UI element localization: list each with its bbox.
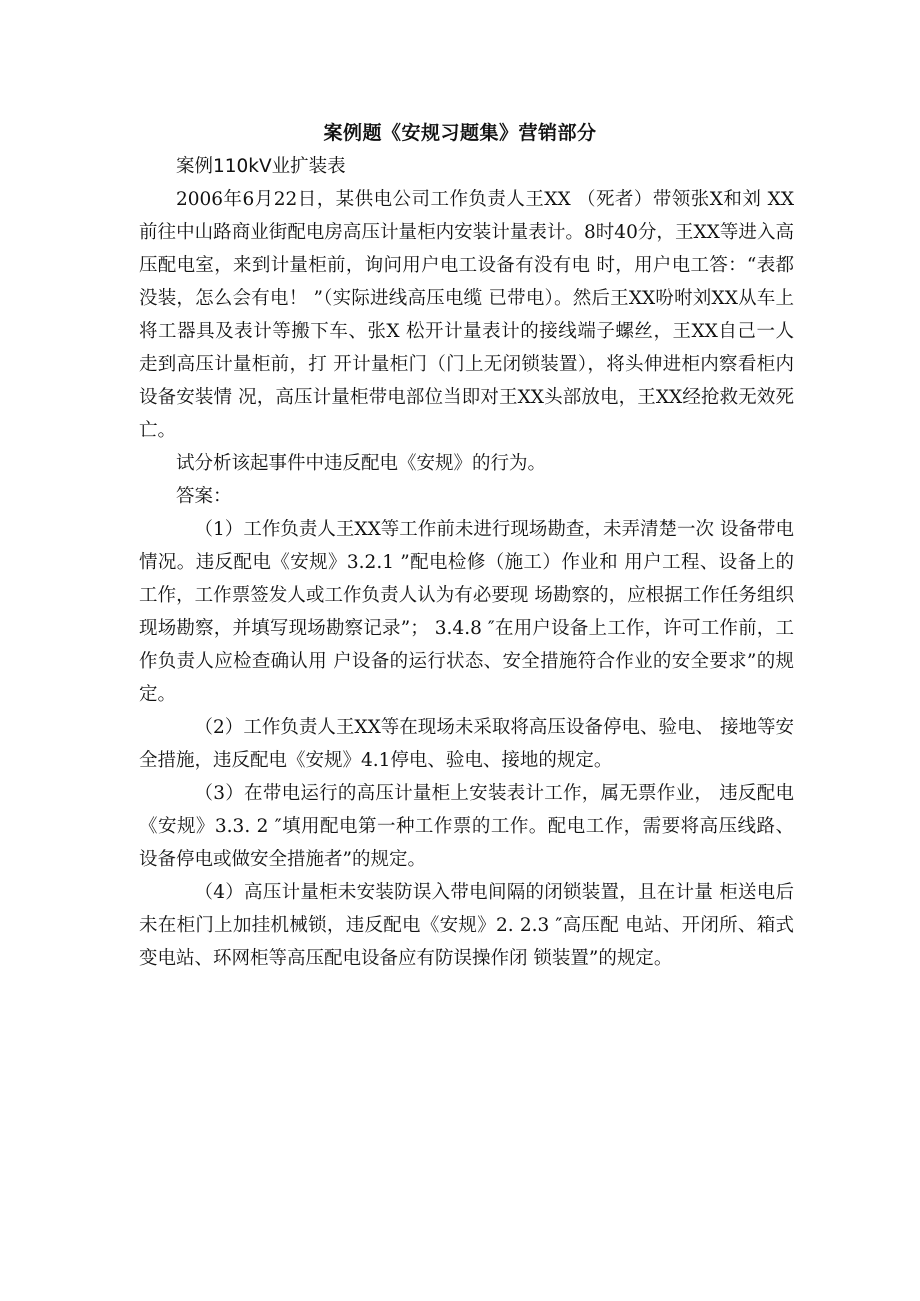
- case-heading: 案例110kV业扩装表: [176, 156, 346, 177]
- answer-item-2: （2）工作负责人王XX等在现场未采取将高压设备停电、验电、 接地等安全措施，违反配电《安规》4.1停电、验电、接地的规定。: [139, 717, 794, 771]
- document-title: 案例题《安规习题集》营销部分: [323, 122, 597, 144]
- answer-label: 答案：: [176, 486, 232, 507]
- case-description: 2006年6月22日，某供电公司工作负责人王XX （死者）带领张X和刘 XX前往中山路商业街配电房高压计量柜内安装计量表计。8时40分，王XX等进入高压配电室，来到计量柜前，询问用户电工设备有没有电 时，用户电工答：“表都没装，怎么会有电！ ”（实际进线高压电缆 已带电）。然后王XX吩咐刘XX从车上将工器具及表计等搬下车、张X 松开计量表计的接线端子螺丝，王XX自己一人走到高压计量柜前，打 开计量柜门（门上无闭锁装置），将头伸进柜内察看柜内设备安装情 况，高压计量柜带电部位当即对王XX头部放电，王XX经抢救无效死亡。: [139, 189, 794, 441]
- document-body: [139, 150, 794, 975]
- answer-item-4: （4）高压计量柜未安装防误入带电间隔的闭锁装置，且在计量 柜送电后未在柜门上加挂机械锁，违反配电《安规》2. 2.3 ″高压配 电站、开闭所、箱式变电站、环网柜等高压配电设备应有防误操作闭 锁装置”的规定。: [139, 882, 794, 969]
- answer-item-3: （3）在带电运行的高压计量柜上安装表计工作，属无票作业， 违反配电《安规》3.3. 2 ″填用配电第一种工作票的工作。配电工作，需要将高压线路、设备停电或做安全措施者”的规定。: [139, 783, 794, 870]
- answer-item-1: （1）工作负责人王XX等工作前未进行现场勘查，未弄清楚一次 设备带电情况。违反配电《安规》3.2.1 ”配电检修（施工）作业和 用户工程、设备上的工作，工作票签发人或工作负责人认为有必要现 场勘察的，应根据工作任务组织现场勘察，并填写现场勘察记录”； 3.4.8 ″在用户设备上工作，许可工作前，工作负责人应检查确认用 户设备的运行状态、安全措施符合作业的安全要求”的规定。: [139, 519, 794, 705]
- question-paragraph: 试分析该起事件中违反配电《安规》的行为。: [176, 453, 547, 474]
